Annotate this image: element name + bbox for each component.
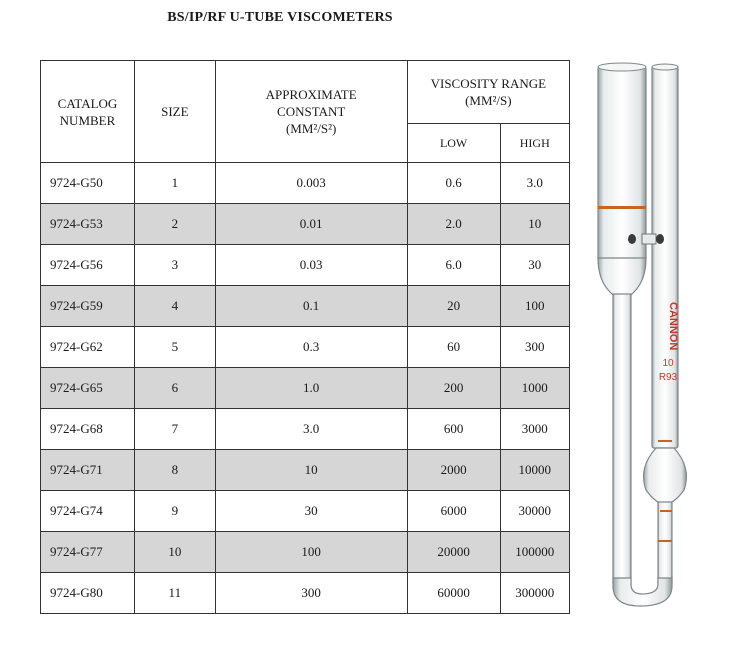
header-low: [407, 124, 500, 163]
header-approximate-constant: [215, 61, 407, 163]
cell-range-high: 10000: [500, 450, 569, 491]
cell-range-high: 30000: [500, 491, 569, 532]
cell-constant: 0.003: [215, 163, 407, 204]
header-high-label: HIGH: [519, 135, 550, 150]
side-arm-dot-left: [628, 234, 636, 244]
table-row: [41, 368, 570, 409]
header-catalog-number: [41, 61, 135, 163]
table-row: [41, 204, 570, 245]
header-high: [500, 124, 569, 163]
right-lower-leg: [658, 502, 672, 584]
cell-constant: 1.0: [215, 368, 407, 409]
cell-range-low: 60: [407, 327, 500, 368]
cell-range-high: 1000: [500, 368, 569, 409]
left-tube-top: [598, 66, 646, 262]
table-row: [41, 245, 570, 286]
cell-catalog-number: 9724-G59: [41, 286, 135, 327]
cell-range-high: 10: [500, 204, 569, 245]
cell-catalog-number: 9724-G65: [41, 368, 135, 409]
u-tube-viscometer-image: [582, 58, 702, 618]
u-bottom: [613, 578, 672, 606]
table-body: [41, 163, 570, 614]
right-tube: [652, 66, 678, 448]
right-bulb: [644, 448, 687, 504]
cell-range-low: 6000: [407, 491, 500, 532]
left-tube-rim: [598, 63, 646, 71]
cell-size: 5: [134, 327, 215, 368]
table-row: [41, 327, 570, 368]
cell-catalog-number: 9724-G74: [41, 491, 135, 532]
header-low-label: LOW: [439, 135, 468, 150]
fill-mark-lower: [660, 510, 672, 512]
cell-range-high: 30: [500, 245, 569, 286]
cell-range-high: 300000: [500, 573, 569, 614]
header-range-label: VISCOSITY RANGE: [430, 76, 547, 91]
cell-catalog-number: 9724-G77: [41, 532, 135, 573]
page-title: BS/IP/RF U-TUBE VISCOMETERS: [167, 10, 393, 25]
side-arm: [642, 234, 656, 244]
header-range-unit: (MM²/S): [465, 93, 512, 108]
left-leg: [613, 294, 631, 584]
cell-constant: 30: [215, 491, 407, 532]
cell-range-low: 0.6: [407, 163, 500, 204]
cell-size: 4: [134, 286, 215, 327]
cell-size: 8: [134, 450, 215, 491]
cell-size: 1: [134, 163, 215, 204]
cell-range-low: 600: [407, 409, 500, 450]
header-size-label: SIZE: [161, 104, 189, 119]
cell-constant: 0.1: [215, 286, 407, 327]
cell-range-low: 2.0: [407, 204, 500, 245]
table-row: [41, 532, 570, 573]
serial-label: R93: [658, 372, 678, 383]
cell-size: 9: [134, 491, 215, 532]
cell-constant: 100: [215, 532, 407, 573]
cell-constant: 0.03: [215, 245, 407, 286]
cell-catalog-number: 9724-G68: [41, 409, 135, 450]
cell-size: 10: [134, 532, 215, 573]
cell-size: 2: [134, 204, 215, 245]
cell-constant: 10: [215, 450, 407, 491]
cell-range-low: 6.0: [407, 245, 500, 286]
cell-range-low: 20000: [407, 532, 500, 573]
cell-catalog-number: 9724-G53: [41, 204, 135, 245]
header-constant-label: APPROXIMATE CONSTANT: [265, 87, 357, 119]
left-tube-taper: [598, 258, 646, 298]
brand-label: CANNON: [667, 302, 679, 351]
u-tube-drawing: [582, 58, 702, 618]
cell-range-high: 3000: [500, 409, 569, 450]
cell-catalog-number: 9724-G62: [41, 327, 135, 368]
cell-catalog-number: 9724-G71: [41, 450, 135, 491]
right-tube-rim: [652, 64, 678, 70]
table-row: [41, 286, 570, 327]
fill-mark-upper: [658, 440, 672, 442]
cell-catalog-number: 9724-G56: [41, 245, 135, 286]
table-row: [41, 573, 570, 614]
cell-catalog-number: 9724-G80: [41, 573, 135, 614]
cell-range-high: 300: [500, 327, 569, 368]
header-catalog-label: CATALOG NUMBER: [57, 95, 118, 128]
cell-catalog-number: 9724-G50: [41, 163, 135, 204]
table-row: [41, 163, 570, 204]
cell-constant: 0.3: [215, 327, 407, 368]
header-size: [134, 61, 215, 163]
side-arm-dot-right: [656, 234, 664, 244]
cell-range-low: 20: [407, 286, 500, 327]
cell-range-low: 60000: [407, 573, 500, 614]
cell-constant: 0.01: [215, 204, 407, 245]
size-label: 10: [662, 358, 674, 369]
header-constant-unit: (MM²/S²): [285, 121, 337, 136]
cell-size: 6: [134, 368, 215, 409]
cell-range-high: 100000: [500, 532, 569, 573]
cell-range-low: 200: [407, 368, 500, 409]
fill-mark-left: [598, 206, 646, 209]
cell-constant: 3.0: [215, 409, 407, 450]
cell-constant: 300: [215, 573, 407, 614]
cell-size: 11: [134, 573, 215, 614]
cell-size: 7: [134, 409, 215, 450]
cell-range-high: 3.0: [500, 163, 569, 204]
cell-size: 3: [134, 245, 215, 286]
viscometer-table: [40, 60, 570, 614]
cell-range-low: 2000: [407, 450, 500, 491]
table-row: [41, 409, 570, 450]
table-row: [41, 450, 570, 491]
cell-range-high: 100: [500, 286, 569, 327]
header-viscosity-range: [407, 61, 569, 124]
table-row: [41, 491, 570, 532]
fill-mark-bottom: [658, 540, 672, 542]
